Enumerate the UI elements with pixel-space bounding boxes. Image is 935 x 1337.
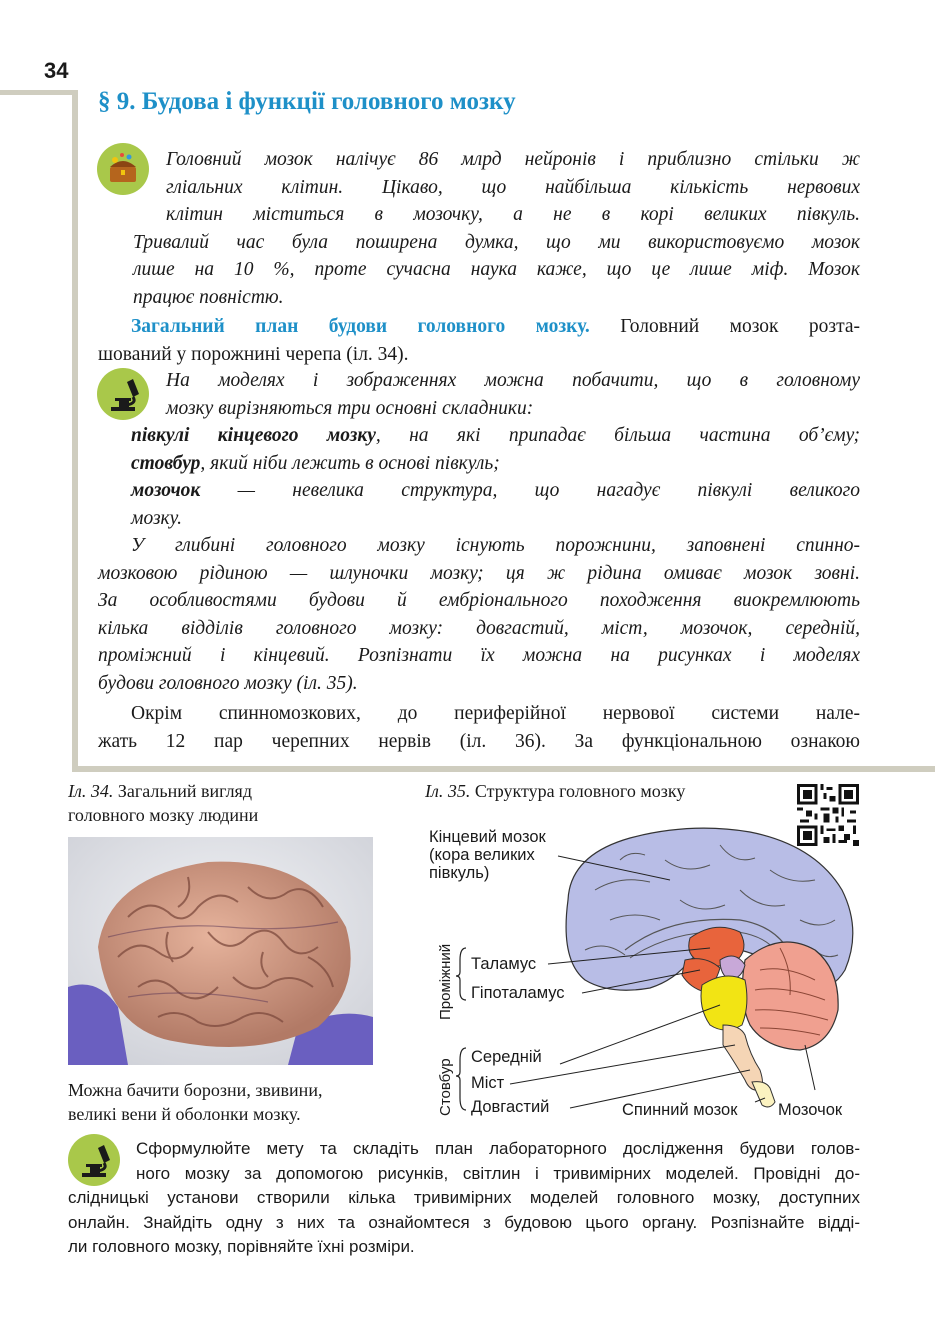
microscope-icon — [97, 368, 149, 420]
label-cerebrum-1: Кінцевий мозок — [429, 828, 546, 846]
model-item-2-text: , який ніби лежить в основі півкуль; — [200, 452, 500, 474]
brain-photo — [68, 837, 373, 1065]
model-item-2 — [131, 450, 860, 478]
model-item-2-term: стовбур — [131, 452, 201, 474]
fact-line-2: гліальних клітин. Цікаво, що найбільша кількість нервових — [166, 176, 860, 198]
label-brainstem: Стовбур — [437, 1058, 454, 1116]
general-plan-line-2: шований у порожнині черепа (іл. 34). — [98, 343, 409, 365]
ventricles-line-6: будови головного мозку (іл. 35). — [98, 672, 358, 694]
figure-34-caption-text: Загальний вигляд — [113, 781, 252, 801]
fact-line-1: Головний мозок налічує 86 млрд нейронів і приблизно стільки ж — [166, 149, 860, 170]
cranial-line-1: Окрім спинномозкових, до периферійної нервової системи нале- — [131, 703, 860, 724]
fact-line-4: Тривалий час була поширена думка, що ми використовуємо мозок — [133, 231, 860, 253]
frame-top-rule — [0, 90, 78, 95]
label-thalamus: Таламус — [471, 955, 537, 973]
ventricles-line-3: За особливостями будови й ембріонального походження виокремлюють — [98, 590, 860, 611]
spinal-cord-shape — [752, 1082, 775, 1107]
model-item-1 — [131, 422, 860, 450]
label-midbrain: Середній — [471, 1048, 542, 1066]
ventricles-line-1: У глибині головного мозку існують порожнини, заповнені спинно- — [131, 535, 860, 556]
page-number: 34 — [44, 58, 69, 83]
figure-35-label: Іл. 35. — [425, 781, 471, 801]
model-item-3-cont: мозку. — [131, 507, 182, 529]
brainstem-shape — [723, 1025, 763, 1090]
label-cerebrum-2: (кора великих — [429, 846, 535, 864]
section-title: § 9. Будова і функції головного мозку — [98, 88, 516, 115]
task-line-1: Сформулюйте мету та складіть план лабораторного дослідження будови голов- — [136, 1139, 860, 1158]
figure-34-label: Іл. 34. — [68, 781, 114, 801]
ventricles-line-4: кілька відділів головного мозку: довгастий, міст, мозочок, середній, — [98, 617, 860, 639]
label-cerebrum-3: півкуль) — [429, 864, 490, 882]
model-line-2: мозку вирізняються три основні складники: — [166, 397, 534, 419]
label-medulla: Довгастий — [471, 1098, 550, 1116]
label-diencephalon: Проміжний — [437, 943, 454, 1020]
model-line-1: На моделях і зображеннях можна побачити, що в головному — [166, 370, 860, 391]
general-plan-heading: Загальний план будови головного мозку. — [131, 316, 590, 337]
model-item-3 — [131, 477, 860, 505]
task-line-5: ли головного мозку, порівняйте їхні розміри. — [68, 1237, 415, 1256]
figure-35-caption-text: Структура головного мозку — [470, 781, 686, 801]
label-cerebellum: Мозочок — [778, 1101, 843, 1119]
figure-34-note-line-1: Можна бачити борозни, звивини, — [68, 1080, 323, 1100]
general-plan-text: Головний мозок розта- — [589, 316, 860, 337]
general-plan-line-1 — [131, 313, 860, 341]
cranial-line-2: жать 12 пар черепних нервів (іл. 36). За функціональною ознакою — [98, 730, 860, 752]
fact-line-5: лише на 10 %, проте сучасна наука каже, що це лише міф. Мозок — [133, 259, 860, 280]
figure-35-caption — [425, 779, 685, 803]
model-item-1-text: , на які припадає більша частина об’єму; — [375, 425, 860, 446]
fact-line-3: клітин міститься в мозочку, а не в корі великих півкуль. — [166, 204, 860, 225]
task-line-3: слідницькі установи створили кілька тривимірних моделей головного мозку, доступних — [68, 1188, 860, 1207]
ventricles-line-2: мозковою рідиною — шлуночки мозку; ця ж рідина омиває мозок зовні. — [98, 562, 860, 584]
label-spinal-cord: Спинний мозок — [622, 1101, 738, 1119]
model-item-3-term: мозочок — [131, 480, 201, 501]
figure-34-caption-line-2: головного мозку людини — [68, 805, 259, 825]
label-pons: Міст — [471, 1074, 505, 1092]
task-line-4: онлайн. Знайдіть одну з них та ознайомтеся з будовою цього органу. Розпізнайте відді- — [68, 1212, 860, 1232]
ventricles-line-5: проміжний і кінцевий. Розпізнати їх можна на рисунках і моделях — [98, 645, 860, 666]
figure-34-caption — [68, 779, 252, 803]
label-hypothalamus: Гіпоталамус — [471, 984, 565, 1002]
microscope-icon — [68, 1134, 120, 1186]
task-line-2: ного мозку за допомогою рисунків, світлин і тривимірних моделей. Провідні до- — [136, 1163, 860, 1183]
midbrain-shape — [701, 976, 747, 1030]
model-item-3-text: — невелика структура, що нагадує півкулі великого — [200, 480, 860, 501]
frame-left-rule — [72, 90, 78, 770]
figure-34-note-line-2: великі вени й оболонки мозку. — [68, 1104, 301, 1124]
model-item-1-term: півкулі кінцевого мозку — [131, 425, 376, 446]
frame-bottom-rule — [72, 766, 935, 772]
cerebellum-shape — [742, 942, 838, 1050]
fact-line-6: працює повністю. — [133, 286, 284, 308]
treasure-chest-icon — [97, 143, 149, 195]
